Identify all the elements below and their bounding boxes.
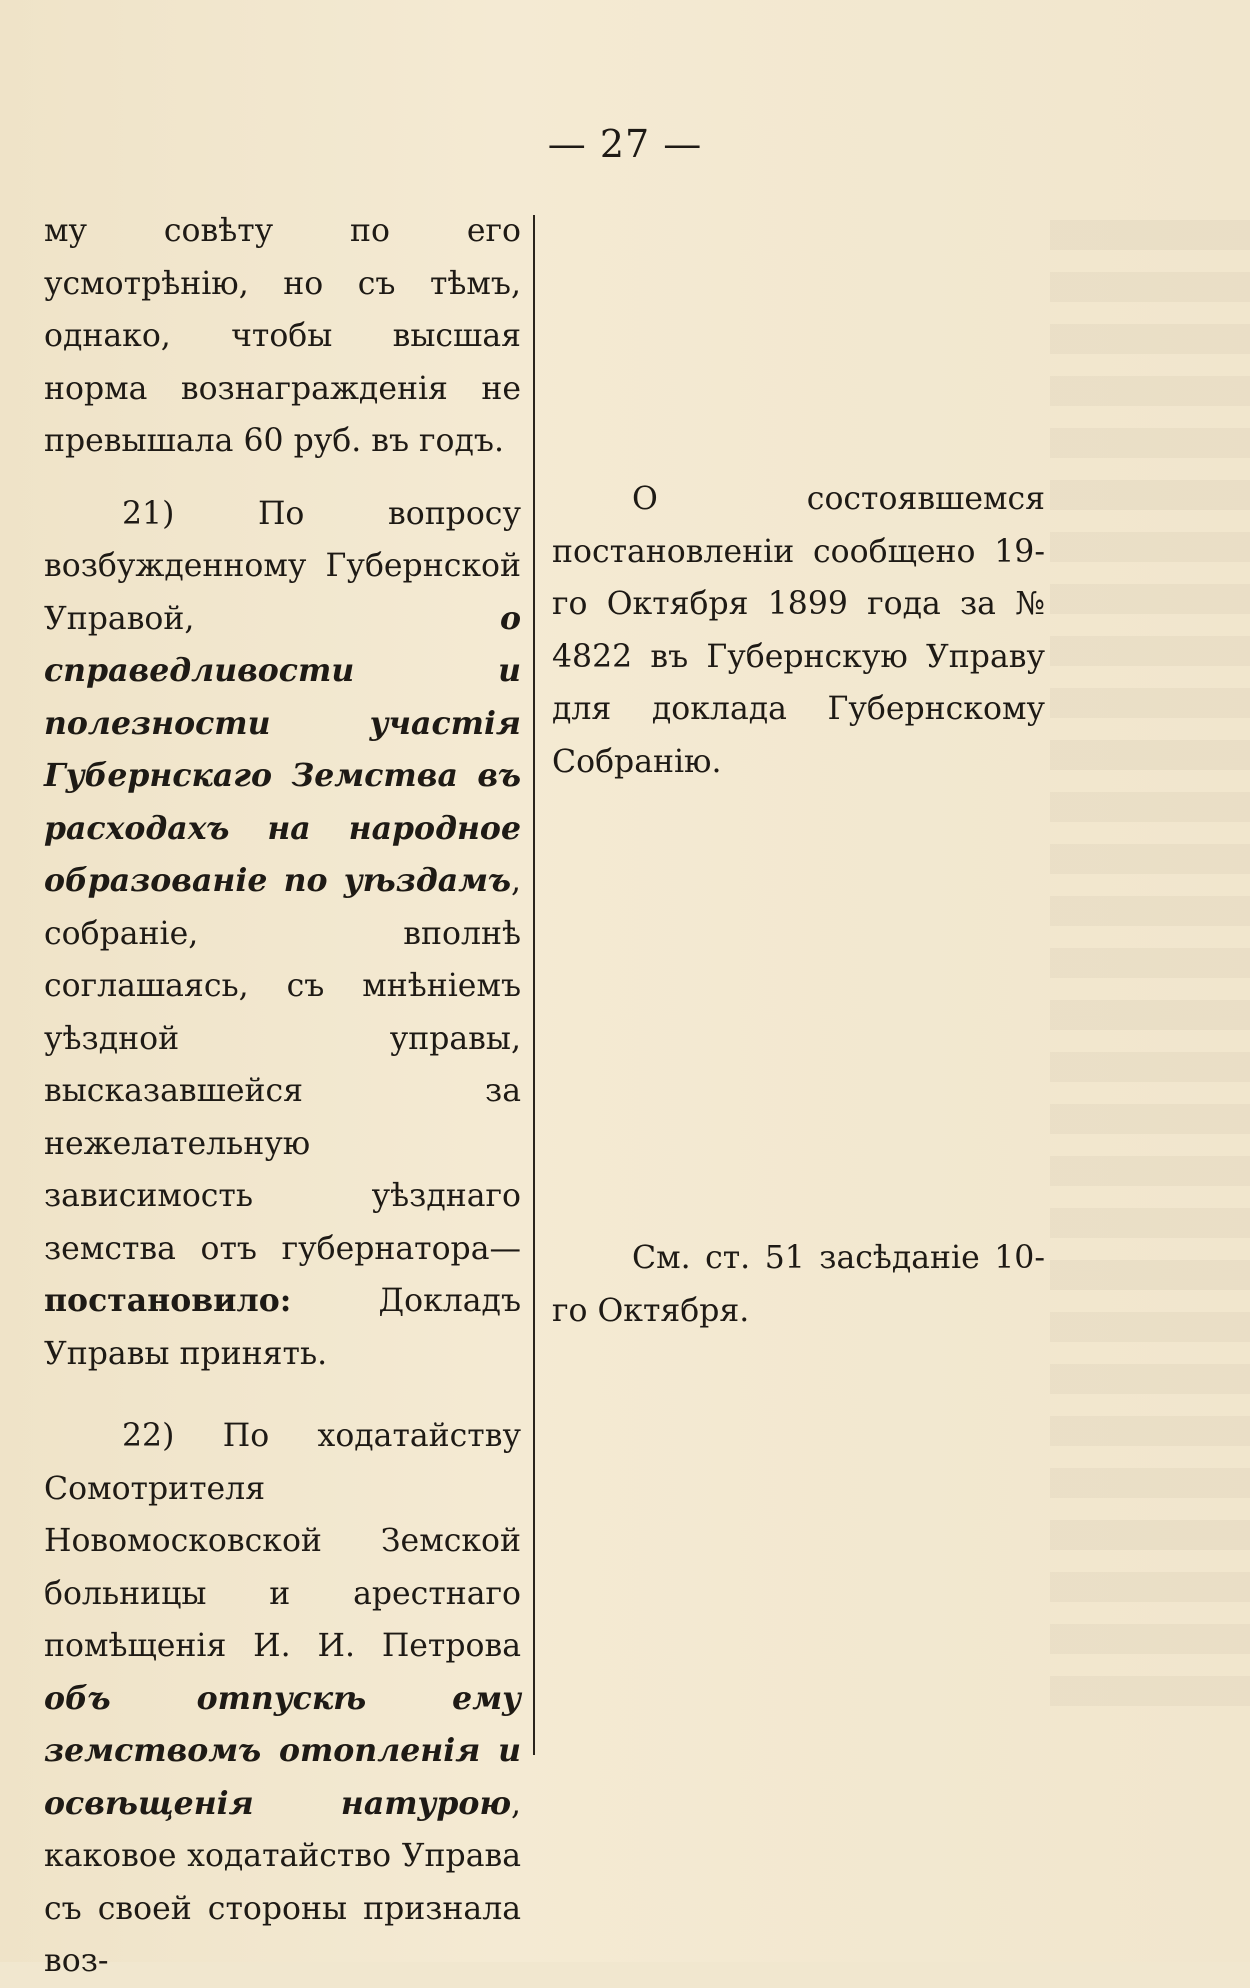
item-22-paragraph: [44, 1410, 521, 1988]
item-22-lead: 22) По ходатайству Сомотрителя Новомосковской Земской больницы и арестнаго помѣщенія И. И. Петрова: [44, 1418, 521, 1664]
item-22-tail: , каковое ходатайство Управа съ своей стороны признала воз-: [44, 1785, 521, 1979]
page-number: — 27 —: [547, 122, 703, 166]
item-21-paragraph: [44, 488, 521, 1381]
item-21-lead: 21) По вопросу возбужденному Губернской Управой,: [44, 495, 521, 637]
item-21-tail: Докладъ Управы принять.: [44, 1283, 521, 1372]
continuation-paragraph: му совѣту по его усмотрѣнію, но съ тѣмъ, однако, чтобы высшая норма вознагражденія не превышала 60 руб. въ годъ.: [44, 213, 521, 459]
column-divider: [533, 215, 535, 1755]
margin-note-2-text: См. ст. 51 засѣданіе 10-го Октября.: [552, 1240, 1045, 1329]
item-21-middle: , собраніе, вполнѣ соглашаясь, съ мнѣніемъ уѣздной управы, высказавшейся за нежелательную зависимость уѣзднаго земства отъ губернатора—: [44, 863, 521, 1267]
main-text-column: [44, 205, 521, 1988]
item-22-italic: объ отпускѣ ему земствомъ отопленія и освѣщенія натурою: [44, 1679, 521, 1822]
bleed-through-margin: [1050, 220, 1250, 1720]
item-21-bold: постановило:: [44, 1282, 292, 1319]
margin-note-1: [552, 473, 1045, 788]
item-21-italic: о справедливости и полезности участія Губернскаго Земства въ расходахъ на народное образованіе по уѣздамъ: [44, 599, 521, 899]
margin-note-2: [552, 1232, 1045, 1337]
margin-note-1-text: О состоявшемся постановленіи сообщено 19-го Октября 1899 года за № 4822 въ Губернскую Управу для доклада Губернскому Собранію.: [552, 481, 1045, 780]
